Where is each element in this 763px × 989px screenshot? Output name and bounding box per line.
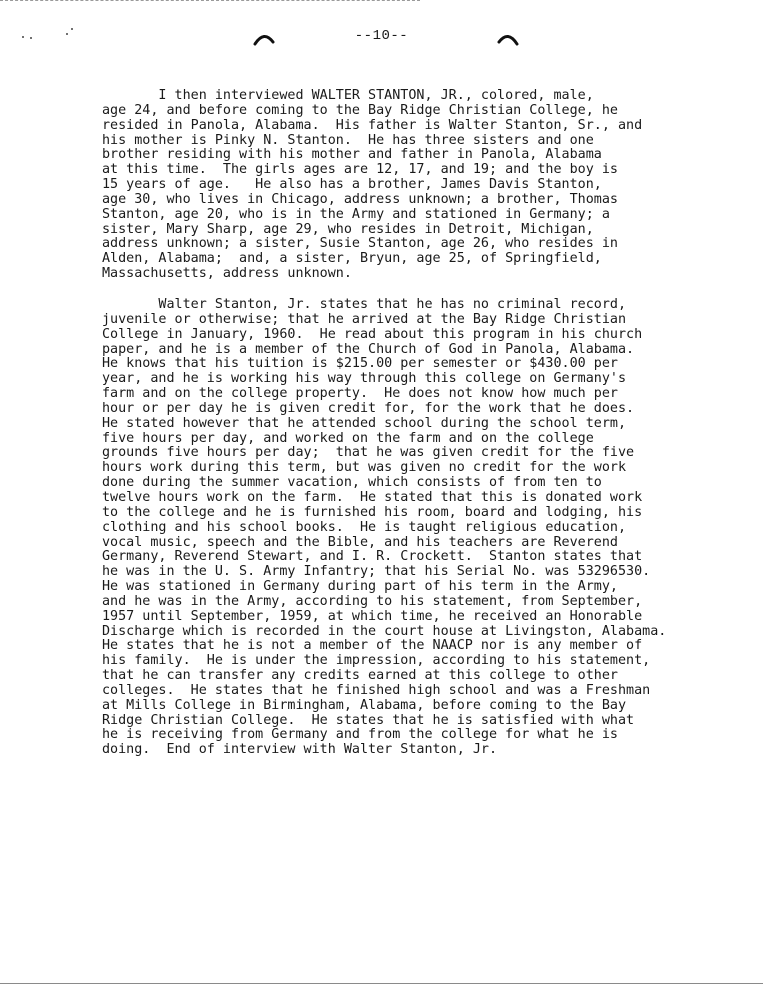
text-line: College in January, 1960. He read about this program in his church — [102, 326, 643, 342]
text-line: at Mills College in Birmingham, Alabama, before coming to the Bay — [102, 697, 627, 713]
text-line: doing. End of interview with Walter Stanton, Jr. — [102, 742, 498, 758]
text-line: clothing and his school books. He is taught religious education, — [102, 519, 627, 535]
text-line: He knows that his tuition is $215.00 per semester or $430.00 per — [102, 356, 618, 372]
paragraph-2 — [102, 298, 742, 758]
text-line: Ridge Christian College. He states that he is satisfied with what — [102, 712, 635, 728]
bottom-edge-line — [0, 983, 763, 984]
text-line: that he can transfer any credits earned at this college to other — [102, 668, 618, 684]
text-line: year, and he is working his way through this college on Germany's — [102, 371, 627, 387]
text-line: at this time. The girls ages are 12, 17, and 19; and the boy is — [102, 162, 618, 178]
text-line: he is receiving from Germany and from the college for what he is — [102, 727, 618, 743]
text-line: Discharge which is recorded in the court house at Livingston, Alabama. — [102, 623, 667, 639]
text-line: 1957 until September, 1959, at which time, he received an Honorable — [102, 608, 643, 624]
text-line: sister, Mary Sharp, age 29, who resides in Detroit, Michigan, — [102, 221, 594, 237]
text-line: to the college and he is furnished his room, board and lodging, his — [102, 504, 643, 520]
text-line: his mother is Pinky N. Stanton. He has three sisters and one — [102, 132, 594, 148]
paragraph-1 — [102, 89, 742, 282]
text-line: hours work during this term, but was given no credit for the work — [102, 460, 627, 476]
text-line: Massachusetts, address unknown. — [102, 266, 352, 282]
text-line: He was stationed in Germany during part of his term in the Army, — [102, 579, 618, 595]
text-line: Alden, Alabama; and, a sister, Bryun, age 25, of Springfield, — [102, 251, 602, 267]
text-line: age 24, and before coming to the Bay Ridge Christian College, he — [102, 102, 618, 118]
text-line: he was in the U. S. Army Infantry; that his Serial No. was 53296530. — [102, 564, 651, 580]
text-line: colleges. He states that he finished high school and was a Freshman — [102, 682, 651, 698]
text-line: done during the summer vacation, which consists of from ten to — [102, 475, 602, 491]
text-line: age 30, who lives in Chicago, address unknown; a brother, Thomas — [102, 191, 618, 207]
top-dashed-edge — [0, 0, 420, 1]
text-line: vocal music, speech and the Bible, and his teachers are Reverend — [102, 534, 618, 550]
text-line: brother residing with his mother and father in Panola, Alabama — [102, 147, 602, 163]
text-line: hour or per day he is given credit for, for the work that he does. — [102, 400, 635, 416]
text-line: Stanton, age 20, who is in the Army and stationed in Germany; a — [102, 206, 610, 222]
text-line: twelve hours work on the farm. He stated that this is donated work — [102, 489, 643, 505]
text-line: paper, and he is a member of the Church of God in Panola, Alabama. — [102, 341, 635, 357]
text-line: address unknown; a sister, Susie Stanton, age 26, who resides in — [102, 236, 618, 252]
text-line: and he was in the Army, according to his statement, from September, — [102, 593, 643, 609]
text-line: juvenile or otherwise; that he arrived at the Bay Ridge Christian — [102, 311, 627, 327]
text-line: five hours per day, and worked on the farm and on the college — [102, 430, 594, 446]
text-line: I then interviewed WALTER STANTON, JR., colored, male, — [102, 88, 594, 103]
text-line: his family. He is under the impression, according to his statement, — [102, 653, 651, 669]
text-line: He states that he is not a member of the NAACP nor is any member of — [102, 638, 643, 654]
text-line: farm and on the college property. He does not know how much per — [102, 386, 618, 402]
text-line: Germany, Reverend Stewart, and I. R. Crockett. Stanton states that — [102, 549, 643, 565]
text-line: Walter Stanton, Jr. states that he has no criminal record, — [102, 297, 627, 312]
text-line: He stated however that he attended school during the school term, — [102, 415, 627, 431]
text-line: grounds five hours per day; that he was given credit for the five — [102, 445, 635, 461]
text-line: resided in Panola, Alabama. His father is Walter Stanton, Sr., and — [102, 117, 643, 133]
page-number: --10-- — [354, 28, 409, 44]
text-line: 15 years of age. He also has a brother, James Davis Stanton, — [102, 177, 602, 193]
